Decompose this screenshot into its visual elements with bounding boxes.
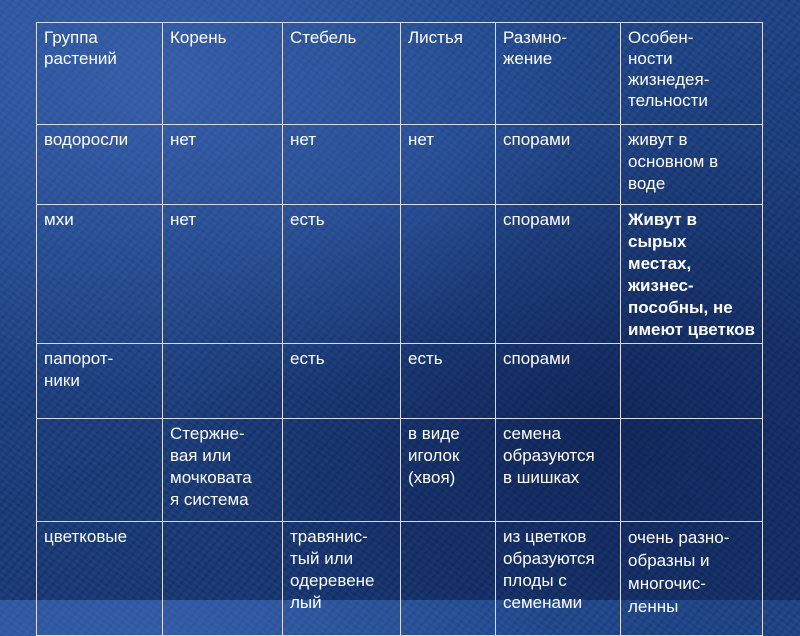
cell-root: нет (163, 205, 283, 344)
cell-group: цветковые (37, 522, 163, 636)
cell-features (621, 344, 763, 419)
cell-leaves: есть (401, 344, 496, 419)
header-group: Группа растений (37, 23, 163, 125)
cell-leaves: нет (401, 125, 496, 205)
header-stem: Стебель (283, 23, 401, 125)
table-row (37, 522, 763, 636)
header-leaves: Листья (401, 23, 496, 125)
plant-groups-table (36, 22, 763, 636)
cell-features: Живут в сырых местах, жизнес- пособны, не имеют цветков (621, 205, 763, 344)
cell-stem (283, 419, 401, 522)
cell-root (163, 522, 283, 636)
cell-reproduction: спорами (496, 344, 621, 419)
cell-features: очень разно- образны и многочис- ленны (621, 522, 763, 636)
header-reproduction: Размно- жение (496, 23, 621, 125)
header-root: Корень (163, 23, 283, 125)
cell-stem: травянис- тый или одеревене лый (283, 522, 401, 636)
cell-root: Стержне- вая или мочковата я система (163, 419, 283, 522)
table-header-row (37, 23, 763, 125)
cell-leaves (401, 522, 496, 636)
table-row (37, 419, 763, 522)
cell-leaves: в виде иголок (хвоя) (401, 419, 496, 522)
cell-root: нет (163, 125, 283, 205)
cell-group (37, 419, 163, 522)
table-row (37, 205, 763, 344)
cell-root (163, 344, 283, 419)
cell-reproduction: спорами (496, 205, 621, 344)
cell-stem: есть (283, 344, 401, 419)
cell-reproduction: спорами (496, 125, 621, 205)
cell-reproduction: из цветков образуются плоды с семенами (496, 522, 621, 636)
cell-group: папорот- ники (37, 344, 163, 419)
header-features: Особен- ности жизнедея- тельности (621, 23, 763, 125)
cell-reproduction: семена образуются в шишках (496, 419, 621, 522)
cell-stem: есть (283, 205, 401, 344)
table-row (37, 125, 763, 205)
cell-features (621, 419, 763, 522)
table-row (37, 344, 763, 419)
cell-features: живут в основном в воде (621, 125, 763, 205)
cell-group: водоросли (37, 125, 163, 205)
cell-leaves (401, 205, 496, 344)
cell-group: мхи (37, 205, 163, 344)
cell-stem: нет (283, 125, 401, 205)
